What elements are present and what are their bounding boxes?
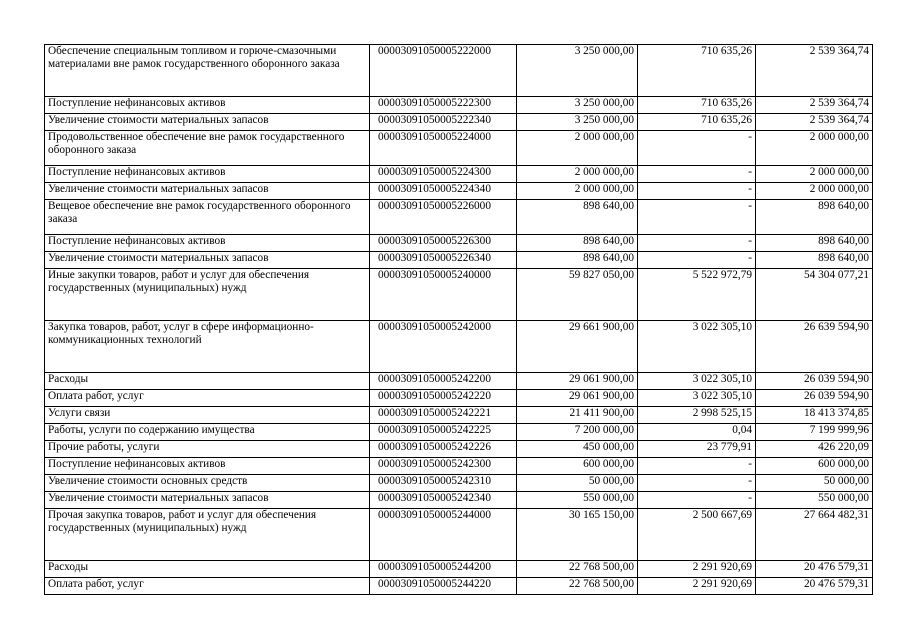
table-row <box>45 200 873 235</box>
budget-table <box>44 44 873 595</box>
budget-table-body <box>45 45 873 595</box>
row-remaining-amount: 26 039 594,90 <box>756 390 873 407</box>
row-remaining-amount: 600 000,00 <box>756 458 873 475</box>
row-approved-amount: 50 000,00 <box>517 475 638 492</box>
row-name: Поступление нефинансовых активов <box>45 458 370 475</box>
row-remaining-amount: 898 640,00 <box>756 235 873 252</box>
row-name: Увеличение стоимости материальных запасов <box>45 252 370 269</box>
row-executed-amount: 710 635,26 <box>638 114 756 131</box>
row-code: 00003091050005226340 <box>370 252 517 269</box>
table-row <box>45 97 873 114</box>
row-code: 00003091050005224000 <box>370 131 517 166</box>
row-approved-amount: 3 250 000,00 <box>517 97 638 114</box>
row-approved-amount: 29 061 900,00 <box>517 373 638 390</box>
row-code: 00003091050005240000 <box>370 269 517 321</box>
row-name: Расходы <box>45 373 370 390</box>
row-executed-amount: 0,04 <box>638 424 756 441</box>
row-approved-amount: 898 640,00 <box>517 235 638 252</box>
row-remaining-amount: 2 000 000,00 <box>756 131 873 166</box>
row-approved-amount: 29 661 900,00 <box>517 321 638 373</box>
row-executed-amount: 710 635,26 <box>638 97 756 114</box>
row-executed-amount: - <box>638 235 756 252</box>
table-row <box>45 492 873 509</box>
row-remaining-amount: 2 539 364,74 <box>756 97 873 114</box>
row-code: 00003091050005224340 <box>370 183 517 200</box>
row-code: 00003091050005242000 <box>370 321 517 373</box>
row-remaining-amount: 2 000 000,00 <box>756 166 873 183</box>
row-name: Поступление нефинансовых активов <box>45 97 370 114</box>
row-code: 00003091050005242300 <box>370 458 517 475</box>
row-name: Увеличение стоимости материальных запасов <box>45 183 370 200</box>
table-row <box>45 183 873 200</box>
row-approved-amount: 59 827 050,00 <box>517 269 638 321</box>
table-row <box>45 475 873 492</box>
row-approved-amount: 29 061 900,00 <box>517 390 638 407</box>
row-name: Закупка товаров, работ, услуг в сфере информационно-коммуникационных технологий <box>45 321 370 373</box>
row-executed-amount: 2 500 667,69 <box>638 509 756 561</box>
row-name: Поступление нефинансовых активов <box>45 166 370 183</box>
row-name: Поступление нефинансовых активов <box>45 235 370 252</box>
table-row <box>45 321 873 373</box>
row-executed-amount: 3 022 305,10 <box>638 390 756 407</box>
table-row <box>45 269 873 321</box>
row-remaining-amount: 50 000,00 <box>756 475 873 492</box>
row-executed-amount: - <box>638 458 756 475</box>
row-name: Работы, услуги по содержанию имущества <box>45 424 370 441</box>
row-code: 00003091050005242225 <box>370 424 517 441</box>
row-executed-amount: 2 998 525,15 <box>638 407 756 424</box>
row-remaining-amount: 20 476 579,31 <box>756 578 873 595</box>
row-name: Прочие работы, услуги <box>45 441 370 458</box>
row-remaining-amount: 426 220,09 <box>756 441 873 458</box>
row-approved-amount: 898 640,00 <box>517 252 638 269</box>
row-executed-amount: - <box>638 475 756 492</box>
row-name: Расходы <box>45 561 370 578</box>
row-approved-amount: 450 000,00 <box>517 441 638 458</box>
row-executed-amount: - <box>638 200 756 235</box>
table-row <box>45 373 873 390</box>
row-name: Продовольственное обеспечение вне рамок государственного оборонного заказа <box>45 131 370 166</box>
table-row <box>45 166 873 183</box>
table-row <box>45 578 873 595</box>
row-remaining-amount: 898 640,00 <box>756 252 873 269</box>
row-code: 00003091050005226300 <box>370 235 517 252</box>
row-code: 00003091050005222300 <box>370 97 517 114</box>
row-remaining-amount: 7 199 999,96 <box>756 424 873 441</box>
row-approved-amount: 600 000,00 <box>517 458 638 475</box>
row-executed-amount: 3 022 305,10 <box>638 321 756 373</box>
row-name: Увеличение стоимости материальных запасов <box>45 492 370 509</box>
row-name: Оплата работ, услуг <box>45 578 370 595</box>
table-row <box>45 458 873 475</box>
row-approved-amount: 22 768 500,00 <box>517 561 638 578</box>
row-executed-amount: - <box>638 492 756 509</box>
row-code: 00003091050005242220 <box>370 390 517 407</box>
row-remaining-amount: 2 000 000,00 <box>756 183 873 200</box>
row-approved-amount: 30 165 150,00 <box>517 509 638 561</box>
row-name: Вещевое обеспечение вне рамок государственного оборонного заказа <box>45 200 370 235</box>
row-code: 00003091050005226000 <box>370 200 517 235</box>
row-code: 00003091050005244200 <box>370 561 517 578</box>
row-name: Оплата работ, услуг <box>45 390 370 407</box>
row-executed-amount: - <box>638 252 756 269</box>
row-remaining-amount: 54 304 077,21 <box>756 269 873 321</box>
table-row <box>45 390 873 407</box>
row-code: 00003091050005244220 <box>370 578 517 595</box>
row-remaining-amount: 2 539 364,74 <box>756 114 873 131</box>
row-code: 00003091050005242200 <box>370 373 517 390</box>
row-remaining-amount: 26 039 594,90 <box>756 373 873 390</box>
row-executed-amount: 2 291 920,69 <box>638 561 756 578</box>
row-approved-amount: 550 000,00 <box>517 492 638 509</box>
row-remaining-amount: 27 664 482,31 <box>756 509 873 561</box>
table-row <box>45 252 873 269</box>
row-executed-amount: 2 291 920,69 <box>638 578 756 595</box>
row-name: Прочая закупка товаров, работ и услуг для обеспечения государственных (муниципальных) нужд <box>45 509 370 561</box>
row-remaining-amount: 898 640,00 <box>756 200 873 235</box>
row-name: Иные закупки товаров, работ и услуг для обеспечения государственных (муниципальных) нужд <box>45 269 370 321</box>
row-name: Обеспечение специальным топливом и горюче-смазочными материалами вне рамок государственного оборонного заказа <box>45 45 370 97</box>
row-approved-amount: 898 640,00 <box>517 200 638 235</box>
row-executed-amount: 23 779,91 <box>638 441 756 458</box>
row-code: 00003091050005244000 <box>370 509 517 561</box>
row-code: 00003091050005242340 <box>370 492 517 509</box>
row-executed-amount: 5 522 972,79 <box>638 269 756 321</box>
row-code: 00003091050005224300 <box>370 166 517 183</box>
row-code: 00003091050005242221 <box>370 407 517 424</box>
table-row <box>45 131 873 166</box>
row-approved-amount: 2 000 000,00 <box>517 183 638 200</box>
row-approved-amount: 22 768 500,00 <box>517 578 638 595</box>
row-remaining-amount: 550 000,00 <box>756 492 873 509</box>
row-remaining-amount: 20 476 579,31 <box>756 561 873 578</box>
row-approved-amount: 2 000 000,00 <box>517 166 638 183</box>
row-name: Увеличение стоимости материальных запасов <box>45 114 370 131</box>
row-executed-amount: - <box>638 183 756 200</box>
row-approved-amount: 7 200 000,00 <box>517 424 638 441</box>
table-row <box>45 45 873 97</box>
row-approved-amount: 3 250 000,00 <box>517 114 638 131</box>
row-name: Услуги связи <box>45 407 370 424</box>
table-row <box>45 424 873 441</box>
row-name: Увеличение стоимости основных средств <box>45 475 370 492</box>
row-code: 00003091050005222000 <box>370 45 517 97</box>
row-approved-amount: 3 250 000,00 <box>517 45 638 97</box>
row-code: 00003091050005222340 <box>370 114 517 131</box>
row-remaining-amount: 26 639 594,90 <box>756 321 873 373</box>
row-code: 00003091050005242310 <box>370 475 517 492</box>
row-executed-amount: 3 022 305,10 <box>638 373 756 390</box>
table-row <box>45 407 873 424</box>
table-row <box>45 561 873 578</box>
row-remaining-amount: 18 413 374,85 <box>756 407 873 424</box>
row-executed-amount: - <box>638 131 756 166</box>
row-executed-amount: - <box>638 166 756 183</box>
row-code: 00003091050005242226 <box>370 441 517 458</box>
table-row <box>45 509 873 561</box>
row-executed-amount: 710 635,26 <box>638 45 756 97</box>
table-row <box>45 441 873 458</box>
row-approved-amount: 21 411 900,00 <box>517 407 638 424</box>
row-remaining-amount: 2 539 364,74 <box>756 45 873 97</box>
table-row <box>45 114 873 131</box>
table-row <box>45 235 873 252</box>
row-approved-amount: 2 000 000,00 <box>517 131 638 166</box>
